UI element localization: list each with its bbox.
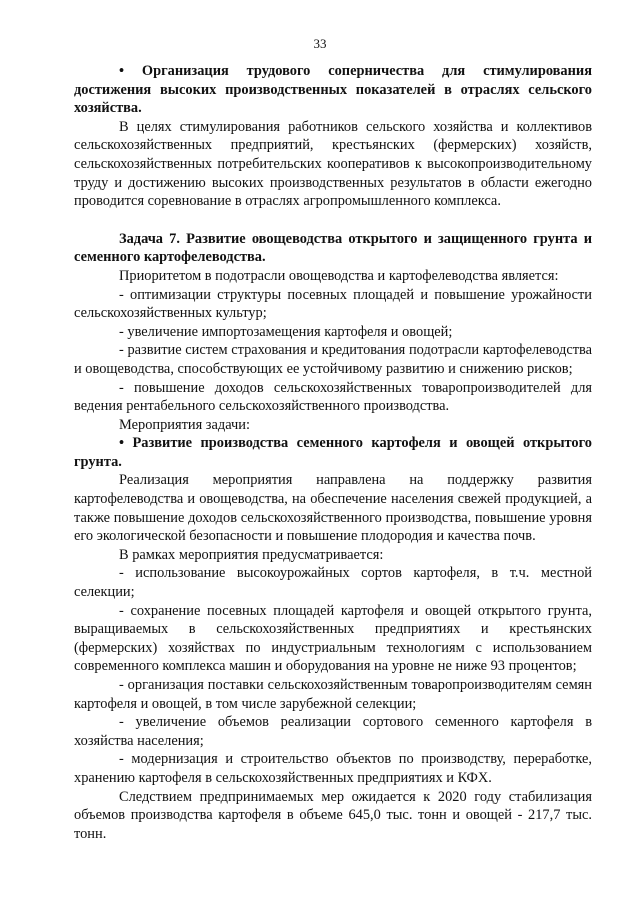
page-number: 33: [313, 36, 327, 51]
conclusion-paragraph: Следствием предпринимаемых мер ожидается к 2020 году стабилизация объемов производства картофеля в объеме 645,0 тыс. тонн и овощей - 217,7 тыс. тонн.: [74, 788, 592, 842]
priority-item: - оптимизации структуры посевных площадей и повышение урожайности сельскохозяйственных культур;: [74, 286, 592, 322]
priority-intro: Приоритетом в подотрасли овощеводства и картофелеводства является:: [119, 267, 559, 284]
priority-item: - увеличение импортозамещения картофеля и овощей;: [119, 323, 453, 340]
provision-item: - организация поставки сельскохозяйственным товаропроизводителям семян картофеля и овощей, в том числе зарубежной селекции;: [74, 677, 592, 712]
spacer: [74, 211, 592, 230]
priority-item: - повышение доходов сельскохозяйственных товаропроизводителей для ведения рентабельного сельскохозяйственного производства.: [74, 379, 592, 415]
task-heading: Задача 7. Развитие овощеводства открытого и защищенного грунта и семенного картофелеводства.: [74, 230, 592, 266]
provision-item: - использование высокоурожайных сортов картофеля, в т.ч. местной селекции;: [74, 565, 592, 601]
section-paragraph: В целях стимулирования работников сельского хозяйства и коллективов сельскохозяйственных предприятий, крестьянских (фермерских) хозяйств, сельскохозяйственных потребительских кооперативов к высокопроизводительному труду и достижению высоких производственных результатов в области ежегодно проводится соревнование в отраслях агропромышленного комплекса.: [74, 118, 592, 210]
provision-item: - сохранение посевных площадей картофеля и овощей открытого грунта, выращиваемых в сельскохозяйственных предприятиях и крестьянских (фермерских) хозяйствах по индустриальным технологиям с использованием современного комплекса машин и оборудования на уровне не ниже 93 процентов;: [74, 602, 592, 675]
provisions-label: В рамках мероприятия предусматривается:: [119, 546, 384, 563]
section-heading: • Организация трудового соперничества для стимулирования достижения высоких производственных показателей в отраслях сельского хозяйства.: [74, 63, 592, 117]
provision-item: - увеличение объемов реализации сортового семенного картофеля в хозяйства населения;: [74, 714, 592, 749]
document-body: [74, 62, 592, 843]
measure-heading: • Развитие производства семенного картофеля и овощей открытого грунта.: [74, 435, 592, 470]
measures-label: Мероприятия задачи:: [119, 416, 250, 433]
provision-item: - модернизация и строительство объектов по производству, переработке, хранению картофеля в сельскохозяйственных предприятиях и КФХ.: [74, 751, 592, 786]
priority-item: - развитие систем страхования и кредитования подотрасли картофелеводства и овощеводства, способствующих ее устойчивому развитию и снижению рисков;: [74, 342, 592, 377]
measure-paragraph: Реализация мероприятия направлена на поддержку развития картофелеводства и овощеводства, на обеспечение населения свежей продукцией, а также повышение доходов сельскохозяйственного производства, повышение уровня его экологической безопасности и повышение плодородия и качества почв.: [74, 472, 592, 545]
